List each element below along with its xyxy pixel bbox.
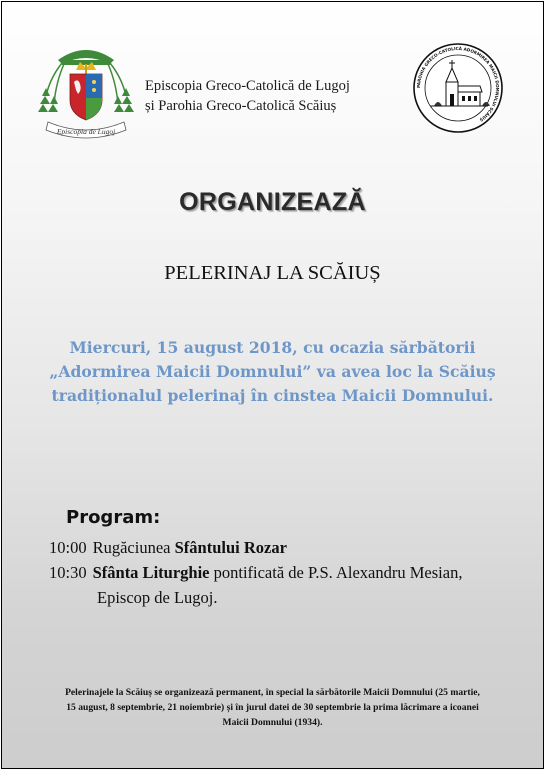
program-heading: Program: <box>66 507 161 528</box>
logo-banner-text: Episcopia de Lugoj <box>56 127 116 136</box>
announcement-line-2: „Adormirea Maicii Domnului” va avea loc la Scăiuș <box>49 362 496 381</box>
seal-ring-text: PAROHIA GRECO-CATOLICĂ ADORMIREA MAICII DOMNULUI SCĂIUȘ <box>415 45 501 123</box>
footnote-line-1: Pelerinajele la Scăiuș se organizează permanent, în special la sărbătorile Maicii Domnului (25 martie, <box>65 687 480 698</box>
page-subtitle: PELERINAJ LA SCĂIUȘ <box>164 262 381 284</box>
program-item-2 <box>49 563 462 583</box>
footnote-line-2: 15 august, 8 septembrie, 21 noiembrie) și în jurul datei de 30 septembrie la prima lăcrimare a icoanei <box>66 702 479 713</box>
program-item-1-bold: Sfântului Rozar <box>174 538 287 557</box>
program-item-1-time: 10:00 <box>49 538 87 557</box>
footnote-line-3: Maicii Domnului (1934). <box>222 717 323 728</box>
program-item-2-bold: Sfânta Liturghie <box>92 563 210 582</box>
footnote <box>10 685 535 730</box>
program-item-2-continuation: Episcop de Lugoj. <box>97 588 218 607</box>
header-line-2: și Parohia Greco-Catolică Scăiuș <box>145 98 337 114</box>
announcement-line-1: Miercuri, 15 august 2018, cu ocazia sărbătorii <box>69 338 476 357</box>
church-seal-icon <box>412 42 504 134</box>
announcement-line-3: tradiționalul pelerinaj în cinstea Maicii Domnului. <box>51 386 494 405</box>
flyer-page <box>1 1 544 769</box>
header-text <box>145 76 415 116</box>
program-item-1-text: Rugăciunea <box>92 538 175 557</box>
announcement <box>32 336 513 408</box>
coat-of-arms-icon <box>36 38 136 142</box>
program-item-1 <box>49 538 287 558</box>
program-item-2-time: 10:30 <box>49 563 87 582</box>
header-line-1: Episcopia Greco-Catolică de Lugoj <box>145 78 350 94</box>
page-title: ORGANIZEAZĂ <box>179 188 366 216</box>
program-item-2-rest: pontificată de P.S. Alexandru Mesian, <box>209 563 463 582</box>
